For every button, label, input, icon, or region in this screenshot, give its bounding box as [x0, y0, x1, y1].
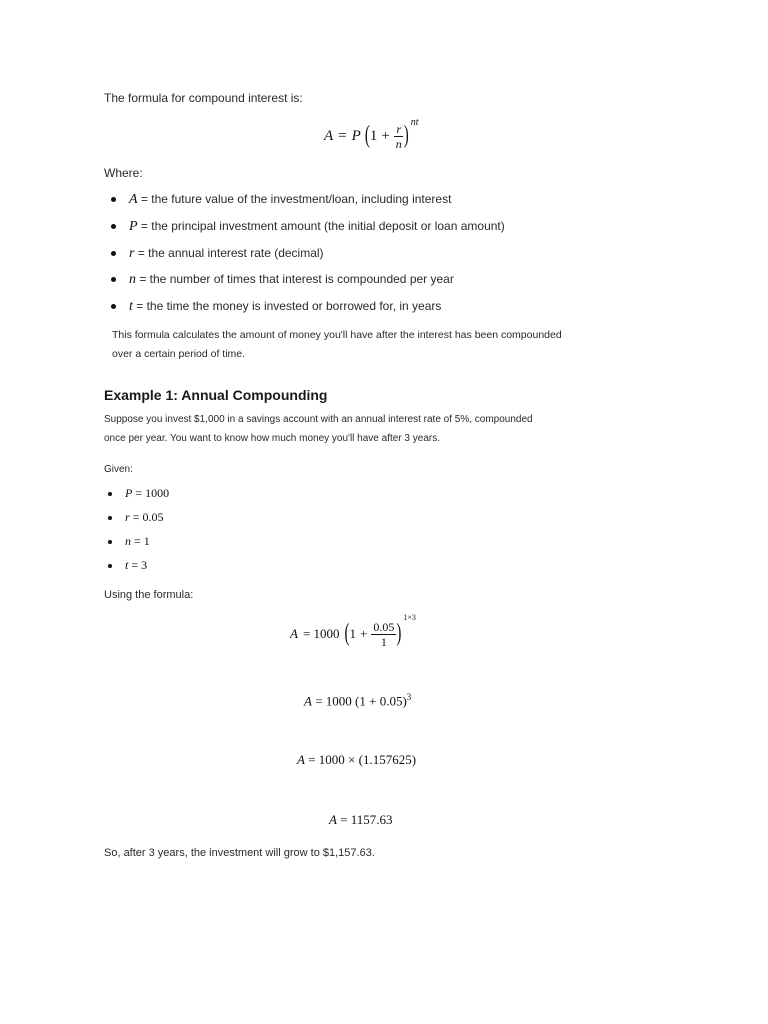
definition-item — [129, 192, 451, 208]
step-symbol-a: A — [304, 693, 312, 709]
step-left-paren: ( — [344, 619, 350, 647]
step-denominator: 1 — [380, 634, 387, 649]
conclusion-text: So, after 3 years, the investment will grow to $1,157.63. — [104, 847, 375, 859]
formula-denominator: n — [395, 136, 402, 151]
explanation-line-1: This formula calculates the amount of money you'll have after the interest has been compounded — [112, 329, 562, 341]
step-fraction — [371, 621, 396, 648]
definition-item — [129, 272, 454, 288]
formula-fraction — [394, 123, 404, 150]
given-value: = 0.05 — [129, 510, 164, 524]
step-one: 1 — [349, 626, 357, 641]
bullet-icon — [111, 277, 116, 282]
step-equals-value: = 1000 (1 + 0.05) — [315, 693, 407, 709]
calculation-step-1 — [290, 612, 416, 656]
formula-right-paren: ) — [403, 121, 409, 149]
formula-intro-text: The formula for compound interest is: — [104, 91, 303, 105]
formula-equals: = — [338, 127, 347, 144]
bullet-icon — [108, 516, 112, 520]
step-exponent: 1×3 — [403, 612, 416, 622]
formula-plus: + — [381, 127, 390, 144]
given-item — [125, 486, 169, 501]
given-value: = 1 — [131, 534, 150, 548]
bullet-icon — [108, 540, 112, 544]
step-plus: + — [360, 626, 368, 641]
bullet-icon — [111, 224, 116, 229]
step-symbol-a: A — [297, 752, 305, 767]
definition-symbol: A — [129, 192, 138, 207]
bullet-icon — [108, 564, 112, 568]
calculation-step-4 — [329, 812, 393, 828]
definition-text: = the annual interest rate (decimal) — [134, 246, 324, 260]
given-symbol: t — [125, 558, 129, 572]
definition-text: = the number of times that interest is compounded per year — [136, 272, 454, 286]
given-symbol: P — [125, 486, 133, 500]
step-numerator: 0.05 — [373, 619, 395, 634]
definition-text: = the principal investment amount (the initial deposit or loan amount) — [137, 219, 505, 233]
calculation-step-3 — [297, 752, 416, 768]
bullet-icon — [108, 492, 112, 496]
step-right-paren: ) — [396, 619, 402, 647]
example-description-line-1: Suppose you invest $1,000 in a savings account with an annual interest rate of 5%, compounded — [104, 414, 533, 425]
given-item — [125, 558, 147, 573]
step-equals-value: = 1000 — [302, 626, 340, 641]
step-symbol-a: A — [290, 626, 298, 641]
definition-item — [129, 219, 505, 235]
step-equals-value: = 1000 × (1.157625) — [308, 752, 417, 767]
given-item — [125, 510, 163, 525]
formula-one: 1 — [369, 127, 378, 144]
definition-symbol: r — [129, 246, 135, 261]
step-equals-value: = 1157.63 — [340, 812, 393, 827]
definition-symbol: P — [129, 219, 138, 234]
given-item — [125, 534, 150, 549]
bullet-icon — [111, 304, 116, 309]
example-description-line-2: once per year. You want to know how much money you'll have after 3 years. — [104, 433, 440, 444]
definition-symbol: n — [129, 272, 136, 287]
compound-interest-formula — [324, 116, 419, 156]
formula-numerator: r — [396, 121, 402, 136]
given-symbol: r — [125, 510, 130, 524]
where-label: Where: — [104, 166, 143, 180]
definition-item — [129, 299, 441, 315]
given-value: = 1000 — [132, 486, 170, 500]
bullet-icon — [111, 251, 116, 256]
formula-symbol-p: P — [351, 127, 361, 144]
explanation-line-2: over a certain period of time. — [112, 348, 246, 360]
step-symbol-a: A — [329, 812, 337, 827]
definition-item — [129, 246, 324, 262]
formula-left-paren: ( — [364, 121, 370, 149]
given-label: Given: — [104, 464, 133, 475]
using-formula-label: Using the formula: — [104, 589, 194, 601]
definition-text: = the time the money is invested or borrowed for, in years — [132, 299, 442, 313]
given-symbol: n — [125, 534, 131, 548]
formula-symbol-a: A — [324, 127, 334, 144]
definition-text: = the future value of the investment/loan, including interest — [137, 192, 452, 206]
definition-symbol: t — [129, 299, 133, 314]
step-exponent: 3 — [406, 692, 412, 702]
formula-exponent: nt — [410, 116, 419, 128]
given-value: = 3 — [128, 558, 148, 572]
calculation-step-2 — [304, 692, 411, 709]
example-heading: Example 1: Annual Compounding — [104, 387, 328, 403]
bullet-icon — [111, 197, 116, 202]
